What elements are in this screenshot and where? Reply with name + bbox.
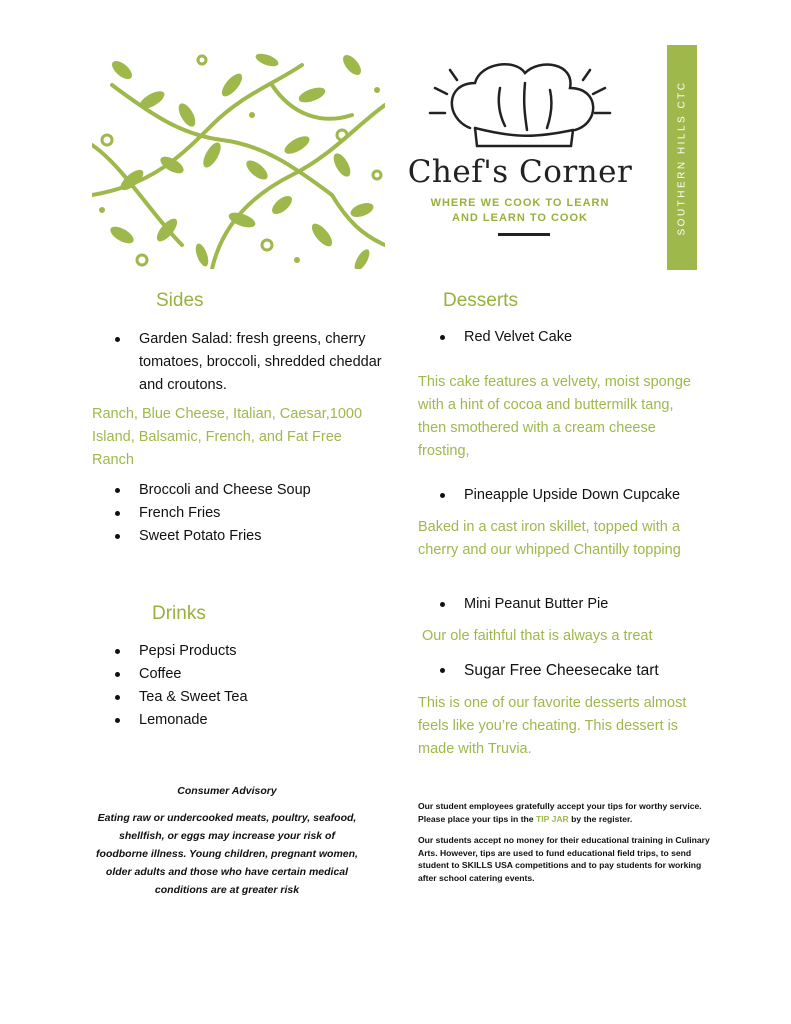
sides-list-bottom [115, 479, 385, 548]
logo-tagline-line2: AND LEARN TO COOK [452, 212, 588, 224]
menu-item-sweet-potato-fries: Sweet Potato Fries [115, 525, 385, 548]
drink-item-tea: Tea & Sweet Tea [115, 686, 385, 709]
logo-tagline [405, 196, 635, 226]
tips-text-after: by the register. [568, 813, 633, 824]
dessert-item-4 [440, 659, 710, 682]
advisory-title: Consumer Advisory [177, 785, 277, 797]
chefs-corner-logo [405, 58, 635, 248]
chef-hat-icon [405, 58, 635, 153]
logo-tagline-line1: WHERE WE COOK TO LEARN [430, 197, 610, 209]
desserts-heading: Desserts [443, 290, 518, 311]
dessert-item-3 [440, 593, 710, 616]
dessert-desc-pineapple: Baked in a cast iron skillet, topped with a cherry and our whipped Chantilly topping [418, 519, 681, 558]
menu-item-garden-salad: Garden Salad: fresh greens, cherry tomatoes, broccoli, shredded cheddar and croutons. [115, 328, 385, 397]
tips-text-before: Our student employees gratefully accept your tips for worthy service. Please place your tips in the [418, 801, 702, 824]
dessert-desc-peanut-butter: Our ole faithful that is always a treat [422, 628, 653, 644]
vine-illustration [92, 45, 385, 269]
dessert-name-red-velvet: Red Velvet Cake [440, 326, 710, 349]
logo-title: Chef's Corner [407, 154, 633, 190]
drinks-list [115, 640, 385, 732]
dessert-item-1 [440, 326, 710, 349]
drinks-heading: Drinks [152, 603, 206, 624]
dessert-desc-red-velvet: This cake features a velvety, moist sponge with a hint of cocoa and buttermilk tang, then smothered with a cream cheese frosting, [418, 374, 691, 459]
dressing-options: Ranch, Blue Cheese, Italian, Caesar,1000 Island, Balsamic, French, and Fat Free Ranch [92, 406, 363, 468]
dessert-name-cheesecake: Sugar Free Cheesecake tart [440, 659, 710, 682]
tip-jar-highlight: TIP JAR [535, 813, 569, 824]
sides-heading: Sides [156, 290, 204, 311]
sides-list-top [115, 328, 385, 397]
consumer-advisory [92, 785, 362, 899]
advisory-body: Eating raw or undercooked meats, poultry, seafood, shellfish, or eggs may increase your risk of foodborne illness. Young children, pregnant women, older adults and those who have certain medical conditions are at greater risk [96, 812, 358, 896]
dessert-desc-cheesecake: This is one of our favorite desserts almost feels like you’re cheating. This dessert is made with Truvia. [418, 695, 687, 757]
drink-item-coffee: Coffee [115, 663, 385, 686]
drink-item-lemonade: Lemonade [115, 709, 385, 732]
dessert-name-peanut-butter: Mini Peanut Butter Pie [440, 593, 710, 616]
drink-item-pepsi: Pepsi Products [115, 640, 385, 663]
dessert-name-pineapple: Pineapple Upside Down Cupcake [440, 484, 720, 507]
tips-paragraph-2: Our students accept no money for their educational training in Culinary Arts. However, tips are used to fund educational field trips, to send student to SKILLS USA competitions and to pay students for working after school catering events. [418, 835, 710, 883]
menu-item-broccoli-soup: Broccoli and Cheese Soup [115, 479, 385, 502]
school-name: SOUTHERN HILLS CTC [676, 79, 688, 236]
tips-notice [418, 800, 718, 893]
school-sidebar [667, 45, 697, 270]
logo-divider [498, 233, 550, 236]
dessert-item-2 [440, 484, 720, 507]
tips-paragraph-1 [418, 800, 718, 825]
menu-item-french-fries: French Fries [115, 502, 385, 525]
